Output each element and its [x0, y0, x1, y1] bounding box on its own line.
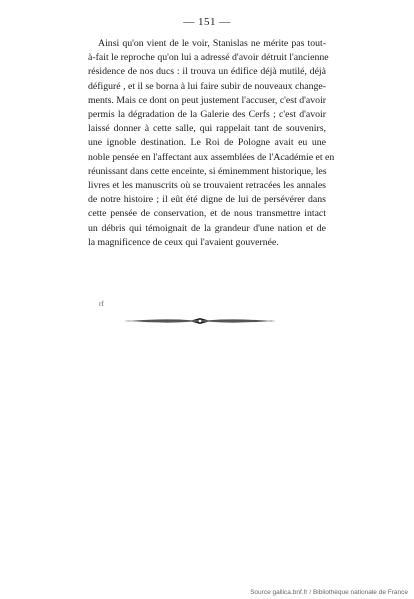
page-number: — 151 — — [183, 16, 231, 28]
text-line: résidence de nos ducs : il trouva un édifice déjà mutilé, déjà — [88, 66, 326, 78]
text-line: permis la dégradation de la Galerie des Cerfs ; c'est d'avoir — [88, 109, 326, 121]
text-line: livres et les manuscrits où se trouvaient retracées les annales — [88, 180, 326, 192]
text-line: de notre histoire ; il eût été digne de lui de persévérer dans — [88, 194, 326, 206]
source-footer: Source gallica.bnf.fr / Bibliothèque nationale de France — [250, 589, 408, 596]
text-line: à-fait le reproche qu'on lui a adressé d'avoir détruit l'ancienne — [88, 52, 329, 64]
text-line: Ainsi qu'on vient de le voir, Stanislas ne mérite pas tout- — [98, 38, 326, 49]
text-line: réunissant dans cette enceinte, si éminemment historique, les — [88, 165, 327, 177]
text-line: un débris qui témoignait de la grandeur d'une nation et de — [88, 222, 326, 234]
stray-mark: rf — [99, 300, 104, 308]
text-line: une ignoble destination. Le Roi de Pologne avait eu une — [88, 137, 326, 149]
body-paragraph — [88, 37, 335, 250]
text-line: ments. Mais ce dont on peut justement l'accuser, c'est d'avoir — [88, 94, 327, 106]
text-line: défiguré , et il se borna à lui faire subir de nouveaux change- — [88, 80, 327, 92]
text-line: noble pensée en l'affectant aux assemblées de l'Académie et en — [88, 151, 335, 163]
ornamental-rule — [122, 315, 278, 327]
text-line: cette pensée de conservation, et de nous transmettre intact — [88, 208, 326, 220]
text-line: la magnificence de ceux qui l'avaient gouvernée. — [88, 236, 279, 248]
text-line: laissé donner à cette salle, qui rappelait tant de souvenirs, — [88, 123, 326, 135]
